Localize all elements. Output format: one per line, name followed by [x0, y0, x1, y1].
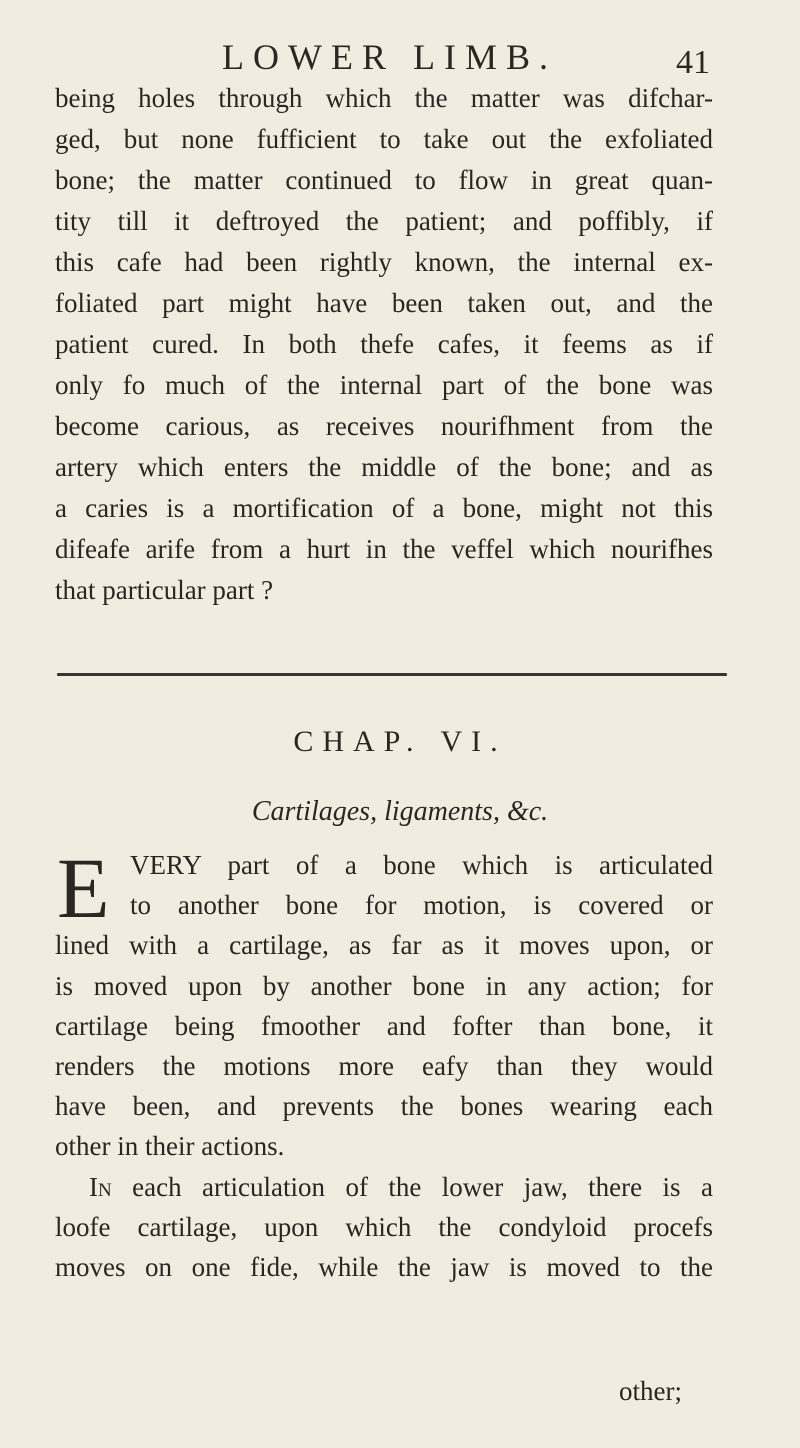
text-line: lined with a cartilage, as far as it moves upon, or [55, 930, 713, 961]
text-line: other in their actions. [55, 1131, 285, 1162]
text-line: a caries is a mortification of a bone, might not this [55, 493, 713, 523]
chapter-heading [0, 725, 800, 759]
paragraph-first-line [55, 1167, 713, 1207]
chapter-body [55, 840, 713, 1287]
text-line: loofe cartilage, upon which the condyloid procefs [55, 1211, 713, 1242]
text-line: that particular part ? [55, 575, 274, 605]
text-line: difeafe arife from a hurt in the veffel which nourifhes [55, 534, 713, 564]
text-line: to another bone for motion, is covered or [130, 890, 713, 921]
chapter-number: VI. [440, 725, 507, 758]
chapter-subtitle: Cartilages, ligaments, &c. [251, 796, 549, 827]
text-line: is moved upon by another bone in any action; for [55, 970, 713, 1001]
chapter-label: CHAP. [293, 725, 423, 758]
lead-word: In [89, 1171, 112, 1202]
text-run: each articulation of the lower jaw, there is a [111, 1171, 713, 1202]
paragraph-continued [55, 78, 713, 611]
text-line: VERY part of a bone which is articulated [130, 850, 713, 880]
page-number: 41 [676, 44, 710, 81]
text-line: have been, and prevents the bones wearing each [55, 1091, 713, 1122]
text-line: only fo much of the internal part of the bone was [55, 370, 713, 400]
text-line: this cafe had been rightly known, the internal ex- [55, 247, 713, 277]
text-line: patient cured. In both thefe cafes, it feems as if [55, 329, 713, 359]
text-line: artery which enters the middle of the bone; and as [55, 452, 713, 482]
text-line: ged, but none fufficient to take out the exfoliated [55, 124, 713, 154]
catchword: other; [619, 1376, 682, 1406]
text-line: renders the motions more eafy than they would [55, 1050, 713, 1081]
text-line: tity till it deftroyed the patient; and poffibly, if [55, 206, 713, 236]
text-line: foliated part might have been taken out, and the [55, 288, 713, 318]
text-line: become carious, as receives nourifhment from the [55, 411, 713, 441]
section-divider-rule [57, 673, 727, 676]
running-head: LOWER LIMB. [222, 37, 557, 77]
drop-cap: E [57, 840, 110, 936]
text-line: being holes through which the matter was difchar- [55, 83, 713, 113]
text-line: moves on one fide, while the jaw is moved to the [55, 1251, 713, 1282]
text-line: cartilage being fmoother and fofter than bone, it [55, 1010, 713, 1041]
text-line: bone; the matter continued to flow in great quan- [55, 165, 713, 195]
